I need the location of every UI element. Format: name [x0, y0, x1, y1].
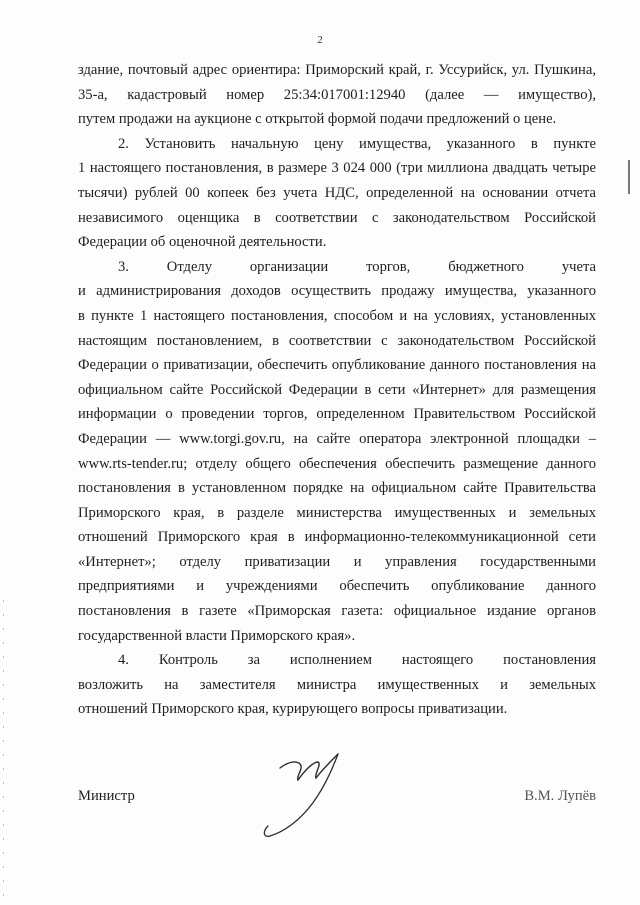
page-number: 2 — [317, 34, 323, 46]
paragraph-4 — [78, 648, 596, 722]
text-line: 1 настоящего постановления, в размере 3 024 000 (три миллиона двадцать четыре — [78, 160, 596, 177]
text-line: Федерации — www.torgi.gov.ru, на сайте оператора электронной площадки – — [78, 430, 596, 447]
paragraph-3 — [78, 255, 596, 649]
text-line: настоящим постановлением, в соответствии с законодательством Российской — [78, 332, 596, 349]
text-line: Федерации об оценочной деятельности. — [78, 234, 327, 251]
text-line: 3. Отделу организации торгов, бюджетного учета — [118, 258, 596, 275]
text-line: независимого оценщика в соответствии с законодательством Российской — [78, 209, 596, 226]
text-line: отношений Приморского края, курирующего вопросы приватизации. — [78, 701, 508, 718]
text-line: Федерации о приватизации, обеспечить опубликование данного постановления на — [78, 357, 596, 374]
text-line: официальном сайте Российской Федерации в сети «Интернет» для размещения — [78, 381, 596, 398]
paragraph-2 — [78, 132, 596, 255]
text-line: постановления в газете «Приморская газета: официальное издание органов — [78, 603, 596, 620]
text-line: 35-а, кадастровый номер 25:34:017001:12940 (далее — имущество), — [78, 86, 596, 103]
text-line: «Интернет»; отделу приватизации и управления государственными — [78, 553, 596, 570]
signatory-name: В.М. Лупёв — [524, 788, 596, 804]
document-body — [78, 58, 596, 722]
text-line: 2. Установить начальную цену имущества, указанного в пункте — [118, 135, 596, 152]
signature-image — [240, 740, 360, 850]
text-line: тысячи) рублей 00 копеек без учета НДС, определенной на основании отчета — [78, 184, 596, 201]
text-line: в пункте 1 настоящего постановления, способом и на условиях, установленных — [78, 307, 596, 324]
text-line: государственной власти Приморского края». — [78, 627, 356, 644]
text-line: и администрирования доходов осуществить продажу имущества, указанного — [78, 283, 596, 300]
text-line: Приморского края, в разделе министерства имущественных и земельных — [78, 504, 596, 521]
text-line: www.rts-tender.ru; отделу общего обеспечения обеспечить размещение данного — [78, 455, 596, 472]
text-line: путем продажи на аукционе с открытой формой подачи предложений о цене. — [78, 111, 557, 128]
text-line: информации о проведении торгов, определенном Правительством Российской — [78, 406, 596, 423]
text-line: отношений Приморского края в информационно-телекоммуникационной сети — [78, 529, 596, 546]
scan-edge-marks — [3, 600, 4, 900]
text-line: предприятиями и учреждениями обеспечить опубликование данного — [78, 578, 596, 595]
text-line: возложить на заместителя министра имущественных и земельных — [78, 676, 596, 693]
text-line: постановления в установленном порядке на официальном сайте Правительства — [78, 480, 596, 497]
text-line: здание, почтовый адрес ориентира: Приморский край, г. Уссурийск, ул. Пушкина, — [78, 62, 596, 78]
signatory-title: Министр — [78, 788, 135, 804]
margin-mark — [628, 160, 630, 194]
text-line: 4. Контроль за исполнением настоящего постановления — [118, 652, 596, 669]
paragraph-continuation — [78, 58, 596, 132]
